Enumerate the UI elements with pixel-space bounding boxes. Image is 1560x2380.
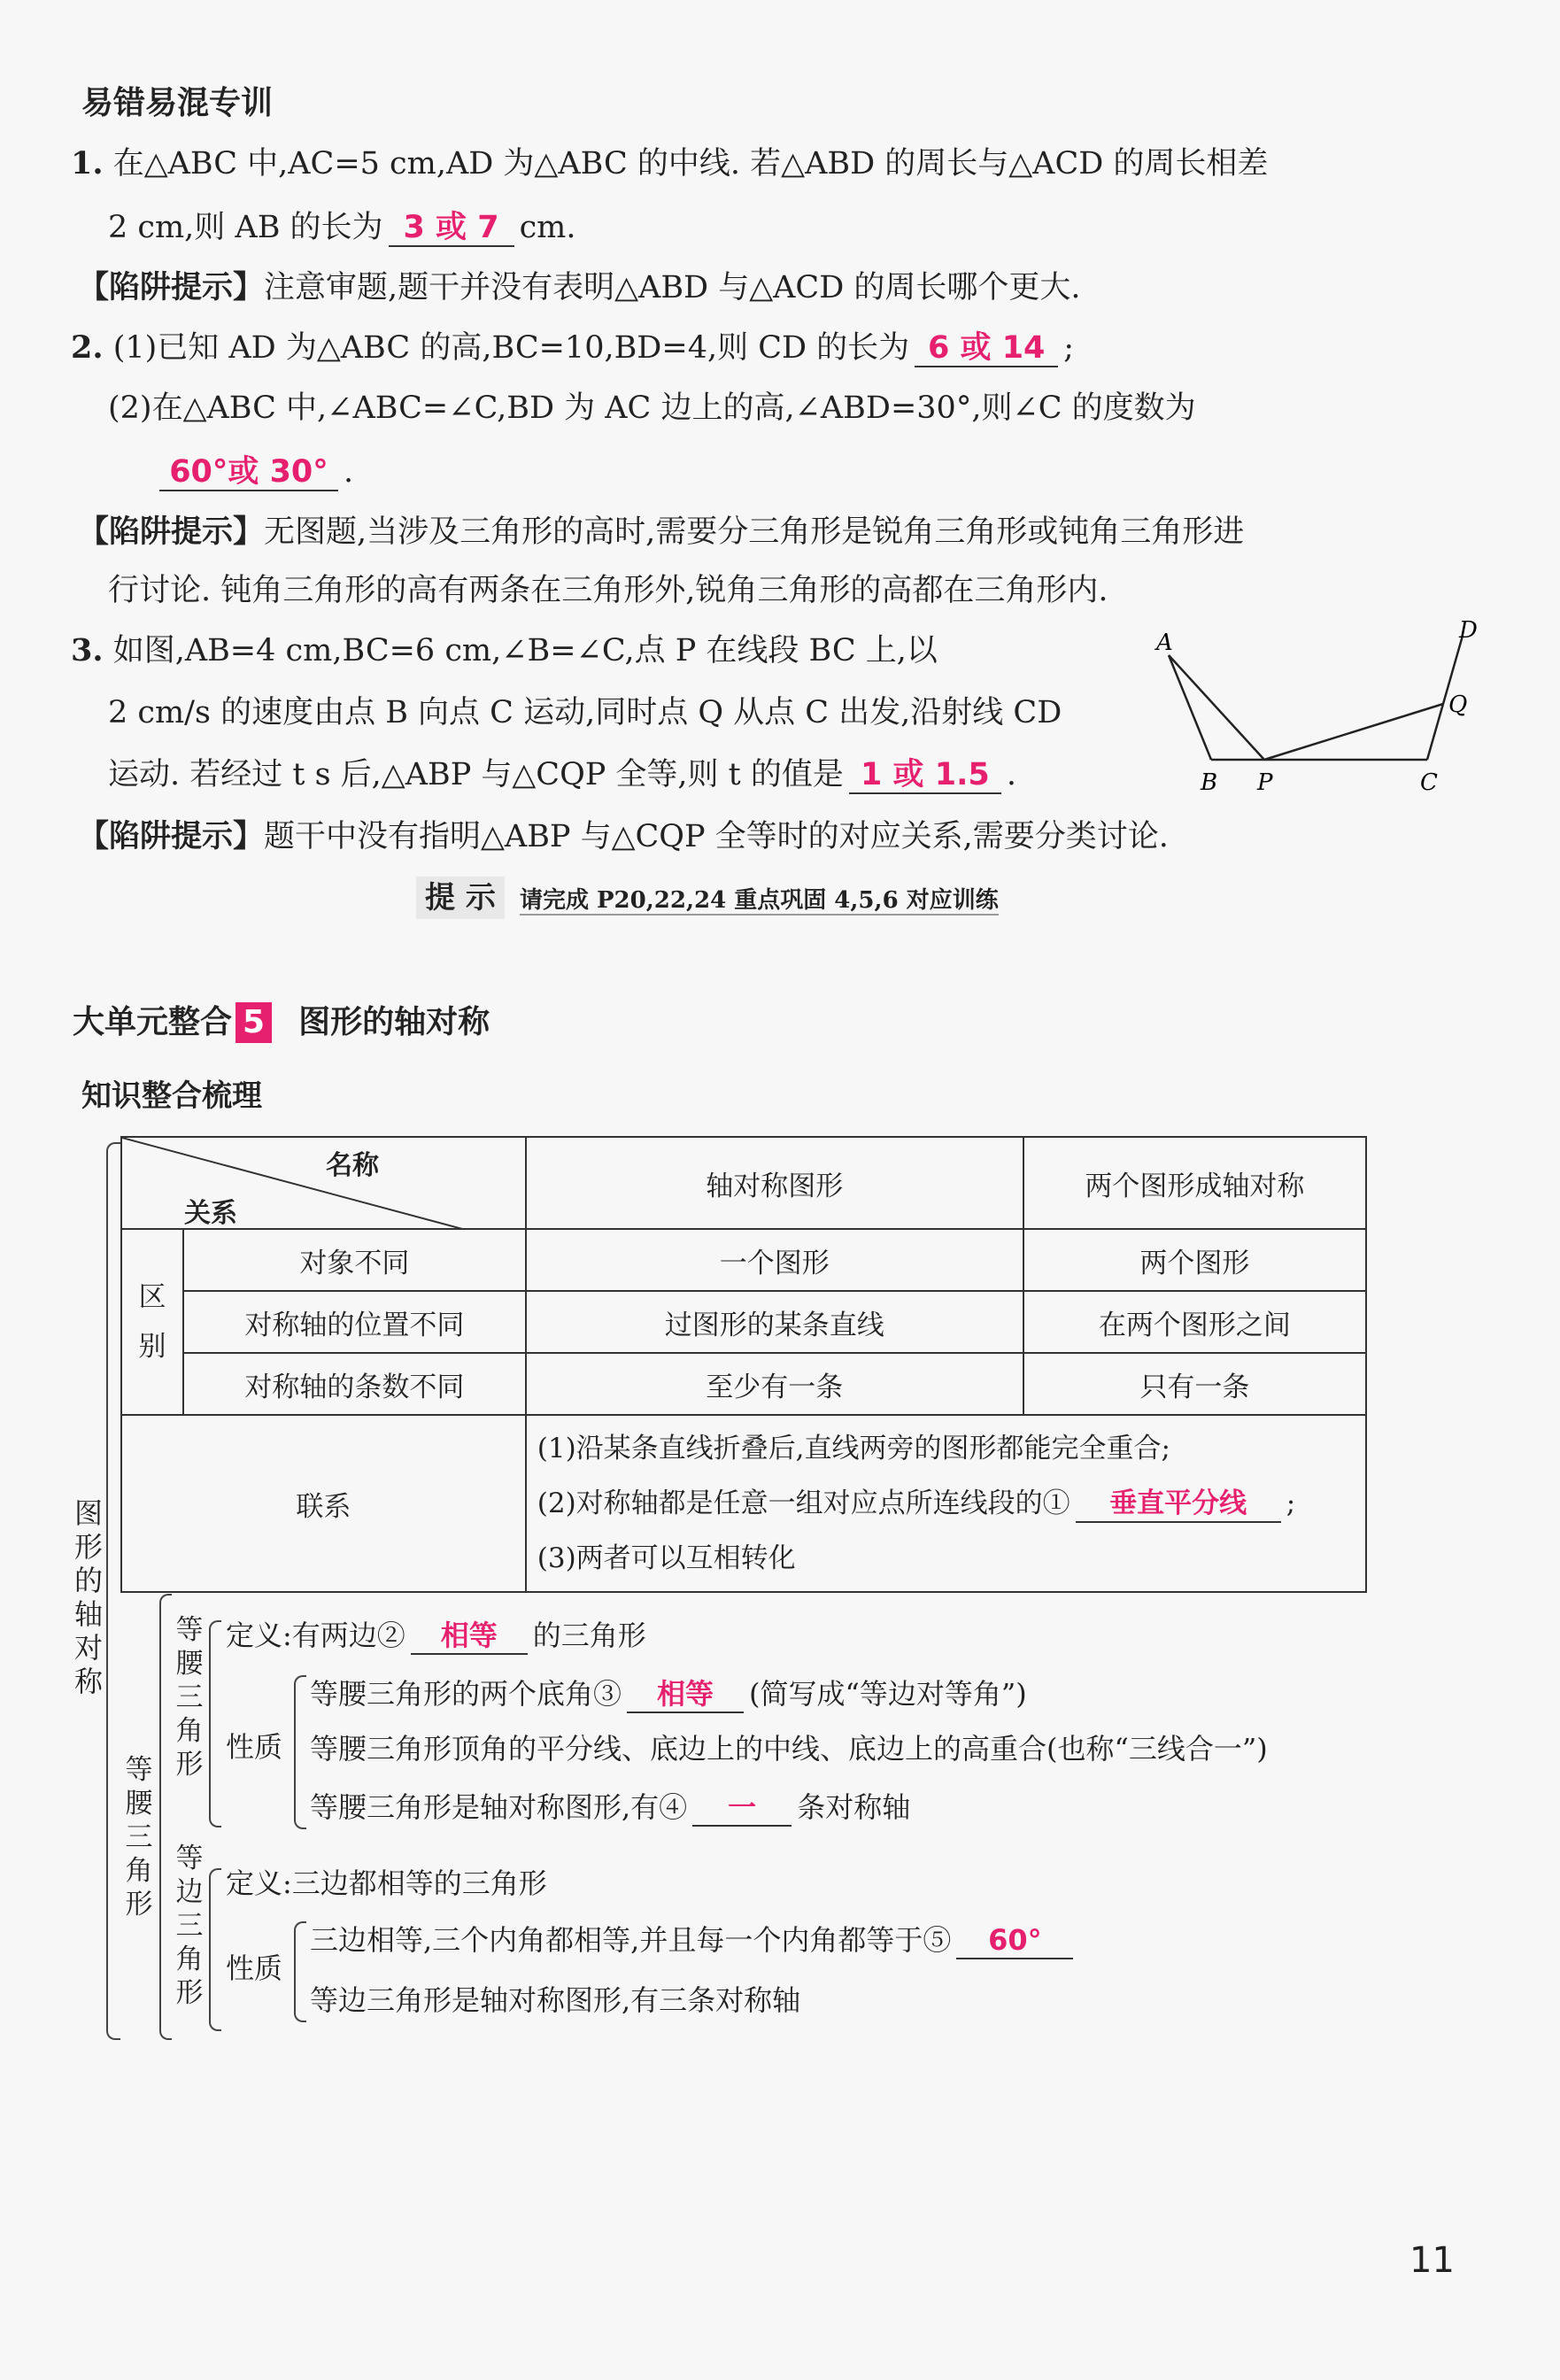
tree-text: 等腰三角形的两个底角③ [310,1677,622,1711]
diff-label-cell [121,1229,183,1415]
question-number: 3. [71,632,104,668]
question-text: cm. [519,210,576,245]
answer-blank: 3 或 7 [389,210,514,247]
answer-blank: 相等 [627,1676,744,1713]
question-3-line-1 [71,629,938,673]
trap-hint [78,510,1244,554]
tree-text: 三边相等,三个内角都相等,并且每一个内角都等于⑤ [310,1923,952,1957]
question-text: 2 cm,则 AB 的长为 [108,210,383,245]
root-label: 图形的轴对称 [73,1496,103,1698]
tree-text: 定义:有两边② [226,1619,405,1652]
question-text: . [344,454,354,490]
eq-property-label: 性质 [226,1951,283,1985]
tree-text: 等腰三角形是轴对称图形,有④ [310,1790,688,1824]
isosceles-brace [209,1620,221,1828]
question-text: 运动. 若经过 t s 后,△ABP 与△CQP 全等,则 t 的值是 [108,757,844,792]
eq-property-brace [294,1921,306,2022]
question-1-line-1 [71,142,1268,186]
geometry-figure [1142,620,1479,797]
link-text: ; [1286,1488,1296,1519]
answer-blank: 一 [692,1789,792,1827]
question-2-line-3 [159,450,353,494]
isosceles-group-label: 等腰三角形 [125,1754,153,1920]
row-cell: 在两个图形之间 [1023,1291,1366,1353]
answer-blank: 相等 [411,1618,528,1655]
answer-blank: 1 或 1.5 [849,757,1001,794]
unit-title: 图形的轴对称 [298,1004,490,1040]
row-cell: 一个图形 [526,1229,1023,1291]
eq-property-2: 等边三角形是轴对称图形,有三条对称轴 [310,1983,801,2017]
root-brace [106,1142,120,2040]
unit-number-badge: 5 [236,1002,272,1043]
equilateral-brace [209,1868,221,2031]
hint-text: 题干中没有指明△ABP 与△CQP 全等时的对应关系,需要分类讨论. [264,819,1169,854]
link-line-3: (3)两者可以互相转化 [537,1542,796,1574]
equilateral-label: 等边三角形 [175,1843,204,2009]
tip-text: 请完成 P20,22,24 重点巩固 4,5,6 对应训练 [519,887,999,914]
question-text: (2)在△ABC 中,∠ABC=∠C,BD 为 AC 边上的高,∠ABD=30°,则∠C 的度数为 [108,390,1196,426]
header-name: 名称 [326,1150,379,1181]
question-number: 1. [71,145,104,182]
row-label: 对称轴的条数不同 [183,1353,526,1415]
link-text: (2)对称轴都是任意一组对应点所连线段的① [537,1488,1070,1519]
label-b: B [1201,769,1218,796]
segment-ap [1169,655,1264,760]
tip-label: 提 示 [416,877,505,919]
answer-blank: 垂直平分线 [1076,1486,1281,1523]
answer-blank: 60° [956,1922,1073,1959]
isosceles-label: 等腰三角形 [175,1614,204,1781]
tree-text: (简写成“等边对等角”) [749,1677,1027,1711]
group-brace [159,1594,172,2040]
diff-label: 区别 [138,1281,166,1363]
question-3-line-2: 2 cm/s 的速度由点 B 向点 C 运动,同时点 Q 从点 C 出发,沿射线 CD [108,695,1062,730]
question-text: (1)已知 AD 为△ABC 的高,BC=10,BD=4,则 CD 的长为 [112,330,910,366]
hint-tag: 【陷阱提示】 [78,514,265,550]
iso-property-1 [310,1672,1027,1716]
tip-bar [416,877,999,919]
table-header-corner [121,1137,526,1229]
hint-text-line-2: 行讨论. 钝角三角形的高有两条在三角形外,锐角三角形的高都在三角形内. [108,573,1108,608]
iso-definition [226,1613,646,1658]
eq-property-1 [310,1918,1078,1962]
header-col-2: 两个图形成轴对称 [1023,1137,1366,1229]
question-text: . [1006,757,1017,792]
row-cell: 只有一条 [1023,1353,1366,1415]
link-line-2 [537,1476,1355,1531]
link-cell [526,1415,1366,1592]
answer-blank: 60°或 30° [159,454,338,491]
question-text: 在△ABC 中,AC=5 cm,AD 为△ABC 的中线. 若△ABD 的周长与△ACD 的周长相差 [112,146,1269,182]
row-cell: 至少有一条 [526,1353,1023,1415]
page-number: 11 [1409,2240,1455,2281]
unit-prefix: 大单元整合 [73,1004,233,1040]
segment-pq [1264,704,1443,760]
question-number: 2. [71,329,104,366]
iso-property-2: 等腰三角形顶角的平分线、底边上的中线、底边上的高重合(也称“三线合一”) [310,1732,1268,1766]
label-a: A [1156,630,1173,656]
link-label: 联系 [121,1415,526,1592]
subsection-title: 知识整合梳理 [81,1078,262,1114]
hint-tag: 【陷阱提示】 [78,270,265,305]
row-label: 对象不同 [183,1229,526,1291]
unit-heading [73,1002,490,1043]
trap-hint [78,266,1081,310]
label-d: D [1459,620,1478,644]
diagonal-line [122,1138,466,1230]
label-q: Q [1448,692,1468,718]
iso-property-brace [294,1675,306,1829]
iso-property-3 [310,1785,910,1829]
label-p: P [1257,769,1273,796]
answer-blank: 6 或 14 [915,330,1058,367]
link-line-1: (1)沿某条直线折叠后,直线两旁的图形都能完全重合; [537,1433,1170,1464]
trap-hint [78,815,1169,859]
header-col-1: 轴对称图形 [526,1137,1023,1229]
row-label: 对称轴的位置不同 [183,1291,526,1353]
eq-definition: 定义:三边都相等的三角形 [226,1866,547,1900]
hint-text: 注意审题,题干并没有表明△ABD 与△ACD 的周长哪个更大. [264,270,1081,305]
row-cell: 过图形的某条直线 [526,1291,1023,1353]
knowledge-table [120,1136,1367,1593]
hint-tag: 【陷阱提示】 [78,819,265,854]
question-text: 如图,AB=4 cm,BC=6 cm,∠B=∠C,点 P 在线段 BC 上,以 [112,633,938,668]
tree-text: 条对称轴 [797,1790,911,1824]
question-3-line-3 [108,753,1016,797]
header-relation: 关系 [184,1198,237,1229]
iso-property-label: 性质 [226,1730,283,1764]
tree-text: 的三角形 [532,1619,646,1652]
row-cell: 两个图形 [1023,1229,1366,1291]
segment-ab [1169,655,1211,760]
question-1-line-2 [108,205,575,250]
question-2-line-1 [71,326,1074,370]
hint-text: 无图题,当涉及三角形的高时,需要分三角形是锐角三角形或钝角三角形进 [264,514,1245,550]
question-text: ; [1063,330,1074,366]
label-c: C [1420,769,1438,796]
question-2-line-2 [108,386,1196,430]
section-title-errors: 易错易混专训 [81,85,274,121]
